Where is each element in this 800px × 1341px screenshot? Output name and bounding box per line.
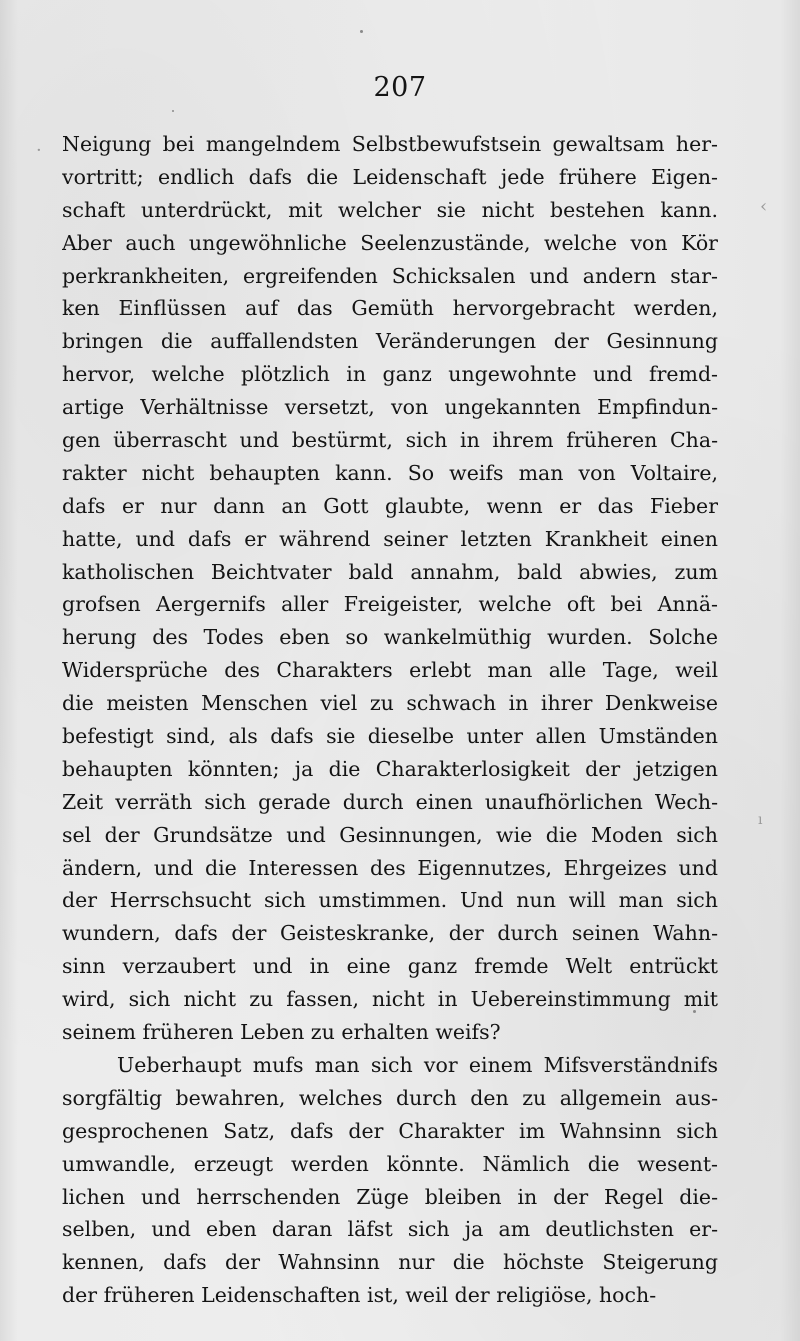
text-line: Widersprüche des Charakters erlebt man alle Tage, weil	[62, 658, 718, 683]
body-text	[62, 128, 718, 1312]
text-line: behaupten könnten; ja die Charakterlosigkeit der jetzigen	[62, 756, 718, 781]
text-line: herung des Todes eben so wankelmüthig wurden. Solche	[62, 625, 718, 650]
text-line: kennen, dafs der Wahnsinn nur die höchste Steigerung	[62, 1250, 718, 1275]
text-line: der Herrschsucht sich umstimmen. Und nun will man sich	[62, 888, 718, 913]
text-line: wird, sich nicht zu fassen, nicht in Uebereinstimmung mit	[62, 987, 718, 1012]
text-line: die meisten Menschen viel zu schwach in ihrer Denkweise	[62, 691, 718, 716]
paper-speck	[360, 30, 363, 33]
text-line: hervor, welche plötzlich in ganz ungewohnte und fremd-	[62, 362, 718, 387]
text-line: vortritt; endlich dafs die Leidenschaft jede frühere Eigen-	[62, 164, 718, 189]
margin-mark-right: ı	[758, 812, 763, 828]
text-line: schaft unterdrückt, mit welcher sie nicht bestehen kann.	[62, 197, 718, 222]
text-line: sorgfältig bewahren, welches durch den zu allgemein aus-	[62, 1085, 718, 1110]
paper-speck	[172, 110, 174, 112]
text-line: Ueberhaupt mufs man sich vor einem Mifsverständnifs	[117, 1052, 718, 1077]
text-line: gesprochenen Satz, dafs der Charakter im Wahnsinn sich	[62, 1118, 718, 1143]
paragraph	[62, 1049, 718, 1312]
text-line: umwandle, erzeugt werden könnte. Nämlich die wesent-	[62, 1151, 718, 1176]
text-line: hatte, und dafs er während seiner letzten Krankheit einen	[62, 526, 718, 551]
text-line: seinem früheren Leben zu erhalten weifs?	[62, 1020, 501, 1045]
margin-mark-right: ‹	[760, 196, 768, 217]
text-line: ken Einflüssen auf das Gemüth hervorgebracht werden,	[62, 296, 718, 321]
text-line: sel der Grundsätze und Gesinnungen, wie die Moden sich	[62, 822, 718, 847]
text-line: lichen und herrschenden Züge bleiben in der Regel die-	[62, 1184, 718, 1209]
text-line: Aber auch ungewöhnliche Seelenzustände, welche von Kör	[62, 230, 718, 255]
text-line: katholischen Beichtvater bald annahm, bald abwies, zum	[62, 559, 718, 584]
text-line: der früheren Leidenschaften ist, weil der religiöse, hoch-	[62, 1283, 657, 1308]
text-line: wundern, dafs der Geisteskranke, der durch seinen Wahn-	[62, 921, 718, 946]
text-line: artige Verhältnisse versetzt, von ungekannten Empfindun-	[62, 395, 718, 420]
text-line: befestigt sind, als dafs sie dieselbe unter allen Umständen	[62, 724, 718, 749]
text-line: selben, und eben daran läfst sich ja am deutlichsten er-	[62, 1217, 718, 1242]
text-line: gen überrascht und bestürmt, sich in ihrem früheren Cha-	[62, 428, 718, 453]
text-line: grofsen Aergernifs aller Freigeister, welche oft bei Annä-	[62, 592, 718, 617]
text-line: dafs er nur dann an Gott glaubte, wenn er das Fieber	[62, 493, 718, 518]
text-line: perkrankheiten, ergreifenden Schicksalen und andern star-	[62, 263, 718, 288]
text-line: Neigung bei mangelndem Selbstbewufstsein gewaltsam her-	[62, 132, 718, 156]
text-line: rakter nicht behaupten kann. So weifs man von Voltaire,	[62, 460, 718, 485]
text-line: sinn verzaubert und in eine ganz fremde Welt entrückt	[62, 954, 718, 979]
text-line: Zeit verräth sich gerade durch einen unaufhörlichen Wech-	[62, 789, 718, 814]
text-line: bringen die auffallendsten Veränderungen der Gesinnung	[62, 329, 718, 354]
margin-mark-left: ·	[36, 140, 42, 161]
page-number: 207	[373, 72, 427, 103]
text-line: ändern, und die Interessen des Eigennutzes, Ehrgeizes und	[62, 855, 718, 880]
paragraph	[62, 128, 718, 1049]
